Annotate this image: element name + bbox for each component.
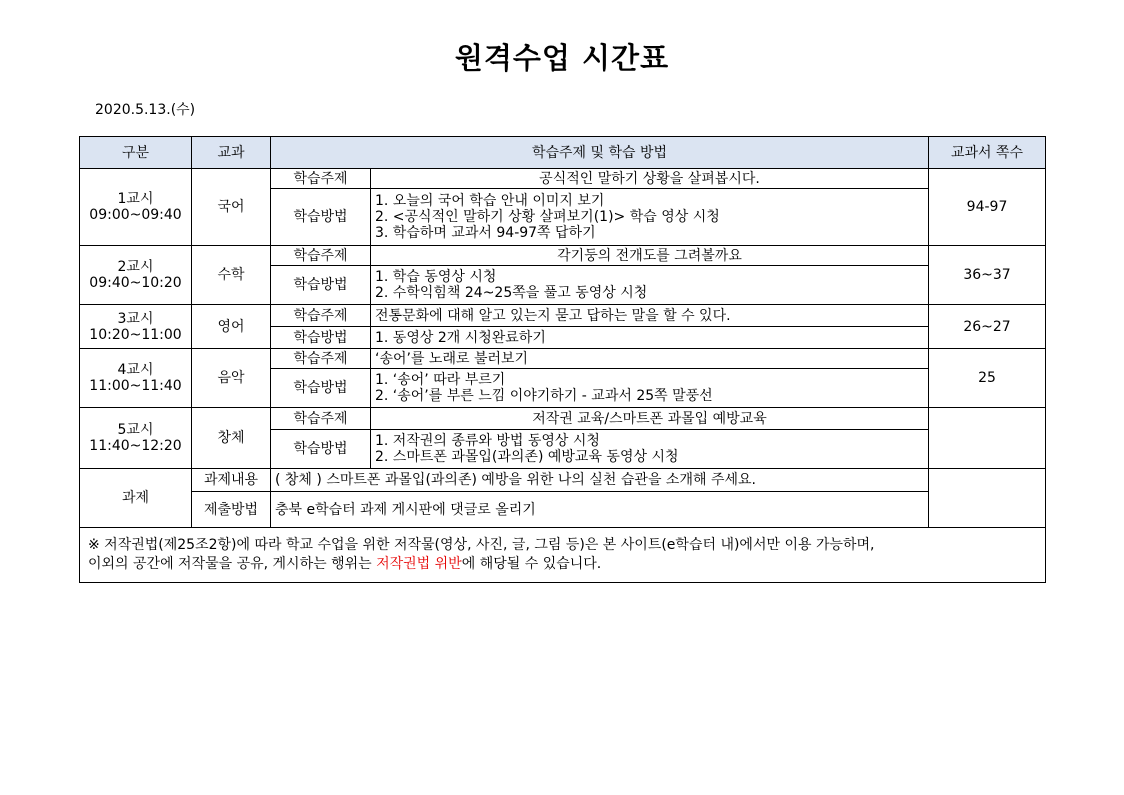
table-row [80, 469, 1046, 492]
subject-cell: 국어 [192, 169, 271, 246]
topic-text: 전통문화에 대해 알고 있는지 묻고 답하는 말을 할 수 있다. [371, 305, 929, 327]
method-list [371, 327, 929, 349]
topic-label: 학습주제 [271, 408, 371, 430]
method-item: 2. ‘송어’를 부른 느낌 이야기하기 - 교과서 25쪽 말풍선 [375, 388, 713, 404]
pages-cell: 25 [929, 349, 1046, 408]
topic-text: 각기둥의 전개도를 그려볼까요 [371, 246, 929, 266]
subject-cell: 창체 [192, 408, 271, 469]
copyright-notice [80, 528, 1046, 583]
date-label: 2020.5.13.(수) [95, 102, 196, 118]
period-label: 3교시 [117, 310, 154, 327]
header-category: 구분 [80, 137, 192, 169]
method-item: 2. <공식적인 말하기 상황 살펴보기(1)> 학습 영상 시청 [375, 209, 720, 225]
assignment-submit-label: 제출방법 [192, 492, 271, 528]
notice-text: 에 해당될 수 있습니다. [461, 556, 602, 572]
timetable [79, 136, 1046, 583]
method-label: 학습방법 [271, 189, 371, 246]
subject-cell: 음악 [192, 349, 271, 408]
pages-cell: 94-97 [929, 169, 1046, 246]
pages-cell [929, 408, 1046, 469]
period-label: 1교시 [117, 191, 154, 207]
page-title: 원격수업 시간표 [454, 41, 670, 75]
table-row [80, 246, 1046, 266]
period-label: 5교시 [117, 422, 154, 438]
topic-label: 학습주제 [271, 169, 371, 189]
topic-text: 저작권 교육/스마트폰 과몰입 예방교육 [371, 408, 929, 430]
pages-cell: 26~27 [929, 305, 1046, 349]
topic-text: 공식적인 말하기 상황을 살펴봅시다. [371, 169, 929, 189]
method-item: 1. 학습 동영상 시청 [375, 269, 497, 285]
assignment-submit: 충북 e학습터 과제 게시판에 댓글로 올리기 [271, 492, 929, 528]
method-list [371, 369, 929, 408]
topic-label: 학습주제 [271, 349, 371, 369]
notice-row [80, 528, 1046, 583]
assignment-content: ( 창체 ) 스마트폰 과몰입(과의존) 예방을 위한 나의 실천 습관을 소개해 주세요. [271, 469, 929, 492]
period-cell [80, 305, 192, 349]
header-subject: 교과 [192, 137, 271, 169]
notice-highlight: 저작권법 위반 [376, 556, 462, 572]
method-item: 3. 학습하며 교과서 94-97쪽 답하기 [375, 225, 596, 241]
method-item: 2. 수학익힘책 24~25쪽을 풀고 동영상 시청 [375, 285, 648, 301]
period-time: 09:40~10:20 [89, 275, 182, 291]
table-row [80, 305, 1046, 327]
period-time: 09:00~09:40 [89, 207, 182, 223]
period-time: 11:00~11:40 [89, 378, 182, 394]
table-row [80, 349, 1046, 369]
notice-line-1: ※ 저작권법(제25조2항)에 따라 학교 수업을 위한 저작물(영상, 사진, 글, 그림 등)은 본 사이트(e학습터 내)에서만 이용 가능하며, [88, 537, 875, 553]
topic-text: ‘송어’를 노래로 불러보기 [371, 349, 929, 369]
pages-cell: 36~37 [929, 246, 1046, 305]
assignment-content-label: 과제내용 [192, 469, 271, 492]
table-row [80, 492, 1046, 528]
period-cell [80, 246, 192, 305]
period-cell [80, 408, 192, 469]
period-cell [80, 169, 192, 246]
header-pages: 교과서 쪽수 [929, 137, 1046, 169]
notice-line-2 [88, 555, 1037, 574]
period-time: 11:40~12:20 [89, 438, 182, 454]
method-list [371, 430, 929, 469]
subject-cell: 수학 [192, 246, 271, 305]
table-row [80, 408, 1046, 430]
method-label: 학습방법 [271, 327, 371, 349]
method-item: 1. 오늘의 국어 학습 안내 이미지 보기 [375, 193, 605, 209]
table-row [80, 169, 1046, 189]
method-list [371, 266, 929, 305]
method-item: 2. 스마트폰 과몰입(과의존) 예방교육 동영상 시청 [375, 449, 679, 465]
header-content: 학습주제 및 학습 방법 [271, 137, 929, 169]
header-row [80, 137, 1046, 169]
assignment-pages-cell [929, 469, 1046, 528]
period-label: 2교시 [117, 259, 154, 275]
period-cell [80, 349, 192, 408]
assignment-label: 과제 [80, 469, 192, 528]
topic-label: 학습주제 [271, 305, 371, 327]
method-list [371, 189, 929, 246]
method-label: 학습방법 [271, 430, 371, 469]
subject-cell: 영어 [192, 305, 271, 349]
method-label: 학습방법 [271, 369, 371, 408]
method-label: 학습방법 [271, 266, 371, 305]
method-item: 1. 저작권의 종류와 방법 동영상 시청 [375, 433, 600, 449]
notice-text: 이외의 공간에 저작물을 공유, 게시하는 행위는 [88, 556, 377, 572]
method-item: 1. ‘송어’ 따라 부르기 [375, 372, 506, 388]
topic-label: 학습주제 [271, 246, 371, 266]
method-item: 1. 동영상 2개 시청완료하기 [375, 329, 546, 346]
period-time: 10:20~11:00 [89, 326, 182, 343]
period-label: 4교시 [117, 362, 154, 378]
